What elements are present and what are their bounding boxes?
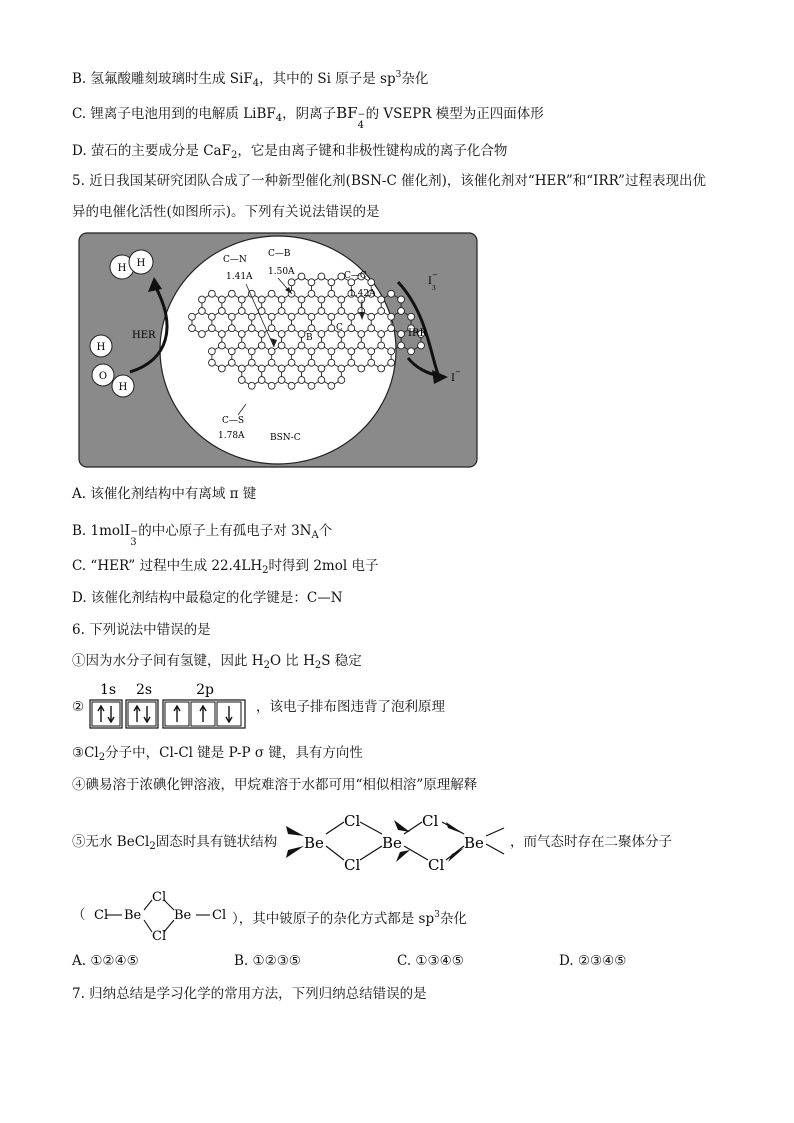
q6-option-a: A. ①②④⑤ xyxy=(72,953,139,969)
lattice-atom-0 xyxy=(298,273,305,280)
i-minus-label: I xyxy=(451,373,455,384)
lattice-atom-64 xyxy=(298,331,305,338)
lattice-atom-93 xyxy=(398,342,405,349)
chain-bond-9 xyxy=(486,844,504,854)
q5-option-a: A. 该催化剂结构中有离域 π 键 xyxy=(72,486,257,502)
lattice-atom-9 xyxy=(318,296,325,303)
dimer-be-2: Be xyxy=(174,908,192,923)
lattice-atom-47 xyxy=(398,296,405,303)
q6-statement-1 xyxy=(72,652,362,675)
cs-bond-length: 1.78A xyxy=(218,431,245,441)
lattice-atom-102 xyxy=(248,359,255,366)
chain-wedge-5 xyxy=(448,848,464,862)
q4-option-d xyxy=(72,142,507,165)
orbital-label-2p: 2p xyxy=(196,682,214,698)
q5-option-d: D. 该催化剂结构中最稳定的化学键是：C—N xyxy=(72,590,343,606)
q6-s1-text-3: S 稳定 xyxy=(321,653,362,669)
q5-b-ion-sub: 3 xyxy=(130,537,137,548)
dimer-bond-2 xyxy=(144,920,152,932)
lattice-atom-101 xyxy=(208,348,215,355)
q6-dimer-open: （ xyxy=(72,907,86,923)
cb-bond-length: 1.50A xyxy=(268,267,295,277)
chain-wedge-0 xyxy=(286,826,304,836)
lattice-atom-39 xyxy=(328,313,335,320)
lattice-atom-76 xyxy=(238,342,245,349)
chain-wedge-2 xyxy=(394,820,410,832)
lattice-atom-40 xyxy=(318,308,325,315)
chain-wedge-1 xyxy=(286,846,304,858)
lattice-atom-72 xyxy=(378,331,385,338)
q6-statement-2-mark: ② xyxy=(72,699,85,715)
q4-c-text-1: C. 锂离子电池用到的电解质 LiBF xyxy=(72,106,276,122)
dimer-cl-right: Cl xyxy=(212,908,227,923)
q4-b-text-3: 杂化 xyxy=(401,71,429,87)
lattice-atom-81 xyxy=(278,342,285,349)
lattice-atom-58 xyxy=(268,325,275,332)
lattice-atom-2 xyxy=(308,290,315,297)
q4-c-text-3: 的 VSEPR 模型为正四面体形 xyxy=(365,106,544,122)
lattice-atom-83 xyxy=(298,342,305,349)
lattice-atom-62 xyxy=(308,313,315,320)
q5-c-sub: 2 xyxy=(262,565,269,576)
q4-b-sub: 4 xyxy=(252,78,260,89)
q6-option-c: C. ①③④⑤ xyxy=(397,953,464,969)
lattice-atom-113 xyxy=(338,365,345,372)
lattice-atom-8 xyxy=(328,290,335,297)
water-label-h2: H xyxy=(118,382,128,393)
lattice-atom-13 xyxy=(338,296,345,303)
q6-dimer-close: ），其中铍原子的杂化方式都是 sp xyxy=(232,911,435,927)
lattice-atom-108 xyxy=(308,359,315,366)
q4-b-text-2: ，其中的 Si 原子是 sp xyxy=(259,71,396,87)
lattice-atom-32 xyxy=(268,290,275,297)
lattice-atom-84 xyxy=(288,348,295,355)
lattice-atom-118 xyxy=(258,377,265,384)
lattice-atom-50 xyxy=(208,325,215,332)
atom-b-label: B xyxy=(306,333,313,343)
lattice-atom-123 xyxy=(298,377,305,384)
lattice-atom-126 xyxy=(308,382,315,389)
lattice-atom-106 xyxy=(288,359,295,366)
q6-statement-4: ④碘易溶于浓碘化钾溶液，甲烷难溶于水都可用“相似相溶”原理解释 xyxy=(72,777,478,793)
lattice-atom-98 xyxy=(228,359,235,366)
q6-statement-2-text: ，该电子排布图违背了泡利原理 xyxy=(256,699,445,715)
lattice-atom-112 xyxy=(348,359,355,366)
chain-bond-3 xyxy=(360,846,382,860)
q5-b-ion: I xyxy=(124,521,131,539)
q6-s1-text-2: O 比 H xyxy=(269,653,315,669)
q6-s3-sub: 2 xyxy=(98,752,106,763)
lattice-atom-66 xyxy=(318,331,325,338)
q5-option-c xyxy=(72,557,378,580)
lattice-atom-31 xyxy=(248,313,255,320)
q5-stem-line-1: 5. 近日我国某研究团队合成了一种新型催化剂(BSN-C 催化剂)，该催化剂对“HER”和“IRR”过程表现出优 xyxy=(72,173,706,189)
q7-stem: 7. 归纳总结是学习化学的常用方法，下列归纳总结错误的是 xyxy=(72,986,427,1002)
q5-option-b xyxy=(72,521,333,548)
h2-label-1: H xyxy=(117,263,127,274)
dimer-bond-1 xyxy=(144,900,152,910)
q4-c-text-2: ，阴离子 xyxy=(282,106,337,122)
lattice-atom-65 xyxy=(328,325,335,332)
q6-dimer-sup: 3 xyxy=(434,910,440,920)
chain-bond-1 xyxy=(326,846,344,860)
lattice-atom-54 xyxy=(228,325,235,332)
lattice-atom-63 xyxy=(308,325,315,332)
lattice-atom-114 xyxy=(368,359,375,366)
lattice-atom-67 xyxy=(348,325,355,332)
lattice-atom-5 xyxy=(288,279,295,286)
lattice-atom-59 xyxy=(258,331,265,338)
q5-b-ion-charge: − xyxy=(130,527,138,537)
lattice-atom-24 xyxy=(228,290,235,297)
lattice-atom-1 xyxy=(308,279,315,286)
q6-s3-text-2: 分子中，Cl-Cl 键是 P-P σ 键，具有方向性 xyxy=(105,745,363,761)
lattice-atom-6 xyxy=(318,273,325,280)
lattice-atom-34 xyxy=(278,308,285,315)
q4-b-sup: 3 xyxy=(395,70,402,80)
cn-bond-length: 1.41A xyxy=(226,272,253,282)
chain-be-2: Be xyxy=(382,834,402,852)
chain-bond-2 xyxy=(360,822,382,834)
lattice-atom-21 xyxy=(208,313,215,320)
lattice-atom-80 xyxy=(248,348,255,355)
lattice-atom-105 xyxy=(258,365,265,372)
lattice-atom-128 xyxy=(328,382,335,389)
lattice-atom-57 xyxy=(238,331,245,338)
q4-option-b xyxy=(72,66,428,93)
lattice-atom-99 xyxy=(218,365,225,372)
q6-stem: 6. 下列说法中错误的是 xyxy=(72,622,211,638)
orbital-label-2s: 2s xyxy=(135,682,153,698)
lattice-atom-60 xyxy=(288,325,295,332)
i3-label: I xyxy=(428,276,432,287)
lattice-atom-42 xyxy=(348,313,355,320)
water-label-o: O xyxy=(98,371,108,382)
chain-cl-3: Cl xyxy=(422,812,439,830)
lattice-atom-61 xyxy=(278,331,285,338)
orbital-label-1s: 1s xyxy=(99,682,117,698)
lattice-atom-33 xyxy=(278,296,285,303)
q4-c-sub: 4 xyxy=(275,113,283,124)
atom-c-label: C xyxy=(336,323,343,333)
lattice-atom-92 xyxy=(368,348,375,355)
lattice-atom-55 xyxy=(218,331,225,338)
lattice-atom-120 xyxy=(238,377,245,384)
lattice-atom-52 xyxy=(189,325,196,332)
lattice-atom-104 xyxy=(268,359,275,366)
i-minus-sup: − xyxy=(455,368,461,376)
lattice-atom-53 xyxy=(189,313,196,320)
orbital-box-1 xyxy=(128,702,156,726)
lattice-atom-26 xyxy=(238,308,245,315)
lattice-atom-75 xyxy=(398,331,405,338)
chain-cl-1: Cl xyxy=(344,812,361,830)
cb-bond-label: C—B xyxy=(268,249,291,259)
lattice-atom-71 xyxy=(388,325,395,332)
lattice-atom-122 xyxy=(268,382,275,389)
q5-b-text-3: 个 xyxy=(318,523,333,539)
lattice-atom-125 xyxy=(318,377,325,384)
dimer-cl-left: Cl xyxy=(94,908,109,923)
chain-be-1: Be xyxy=(304,834,324,852)
q5-c-text-2: 时得到 2mol 电子 xyxy=(268,558,379,574)
catalyst-diagram xyxy=(78,232,478,468)
orbital-box-0 xyxy=(92,702,120,726)
dimer-cl-top: Cl xyxy=(152,890,167,905)
q6-option-d: D. ②③④⑤ xyxy=(559,953,627,969)
q4-c-ion: BF xyxy=(336,104,358,122)
chain-cl-2: Cl xyxy=(344,856,361,874)
q6-statement-3 xyxy=(72,744,363,767)
becl2-dimer-structure xyxy=(94,888,234,944)
q6-s3-text-1: ③Cl xyxy=(72,745,99,761)
lattice-atom-85 xyxy=(318,342,325,349)
lattice-atom-69 xyxy=(368,325,375,332)
q6-statement-5 xyxy=(72,833,277,856)
lattice-atom-70 xyxy=(358,331,365,338)
cn-bond-label: C—N xyxy=(223,255,247,265)
lattice-atom-19 xyxy=(218,296,225,303)
chain-bond-5 xyxy=(404,846,428,860)
lattice-atom-96 xyxy=(418,342,425,349)
lattice-atom-103 xyxy=(238,365,245,372)
orbital-group-0 xyxy=(90,700,122,728)
lattice-atom-117 xyxy=(378,365,385,372)
lattice-atom-36 xyxy=(298,308,305,315)
lattice-atom-88 xyxy=(328,348,335,355)
q6-s5-sub: 2 xyxy=(149,841,156,852)
lattice-atom-15 xyxy=(368,279,375,286)
cc-bond-label: C—C xyxy=(344,271,367,281)
lattice-atom-73 xyxy=(408,313,415,320)
lattice-atom-20 xyxy=(218,308,225,315)
q6-option-b: B. ①②③⑤ xyxy=(234,953,301,969)
q5-c-text-1: C. “HER” 过程中生成 22.4LH xyxy=(72,558,263,574)
i3-sup: − xyxy=(432,271,438,279)
lattice-atom-56 xyxy=(248,325,255,332)
lattice-atom-110 xyxy=(328,359,335,366)
q5-stem-line-2: 异的电催化活性(如图所示)。下列有关说法错误的是 xyxy=(72,204,380,220)
lattice-atom-49 xyxy=(388,313,395,320)
lattice-atom-90 xyxy=(348,348,355,355)
lattice-atom-109 xyxy=(298,365,305,372)
chain-bond-0 xyxy=(326,822,344,834)
chain-wedge-4 xyxy=(446,822,464,834)
lattice-atom-127 xyxy=(338,377,345,384)
lattice-atom-46 xyxy=(388,290,395,297)
lattice-atom-89 xyxy=(358,342,365,349)
dimer-cl-bottom: Cl xyxy=(152,929,167,944)
lattice-atom-29 xyxy=(258,296,265,303)
lattice-atom-48 xyxy=(398,308,405,315)
lattice-atom-100 xyxy=(208,359,215,366)
cs-bond-label: C—S xyxy=(222,416,245,426)
becl2-chain-structure xyxy=(282,806,512,876)
orbital-diagram xyxy=(74,680,264,730)
lattice-atom-111 xyxy=(318,365,325,372)
chain-cl-4: Cl xyxy=(428,856,445,874)
lattice-atom-22 xyxy=(199,308,206,315)
lattice-atom-7 xyxy=(328,279,335,286)
lattice-atom-23 xyxy=(199,296,206,303)
q5-b-sub: A xyxy=(311,530,319,541)
lattice-atom-115 xyxy=(358,365,365,372)
chain-bond-4 xyxy=(404,822,422,834)
q4-d-sub: 2 xyxy=(230,150,238,161)
lattice-atom-27 xyxy=(228,313,235,320)
q5-b-text-1: B. 1mol xyxy=(72,523,125,539)
q6-dimer-end: 杂化 xyxy=(439,911,467,927)
orbital-group-1 xyxy=(126,700,158,728)
q5-b-text-2: 的中心原子上有孤电子对 3N xyxy=(138,523,312,539)
dimer-be-1: Be xyxy=(124,908,142,923)
orbital-group-2 xyxy=(163,700,245,728)
lattice-atom-116 xyxy=(388,359,395,366)
q4-d-text-2: ，它是由离子键和非极性键构成的离子化合物 xyxy=(237,143,508,159)
lattice-atom-77 xyxy=(228,348,235,355)
q4-c-ion-sub: 4 xyxy=(357,120,364,131)
lattice-atom-18 xyxy=(208,290,215,297)
lattice-atom-91 xyxy=(378,342,385,349)
i3-sub: 3 xyxy=(432,285,436,292)
q6-statement-5-tail: ，而气态时存在二聚体分子 xyxy=(510,834,672,850)
q6-s5-text-1: ⑤无水 BeCl xyxy=(72,834,150,850)
q6-s1-sub-2: 2 xyxy=(314,660,322,671)
lattice-atom-25 xyxy=(238,296,245,303)
lattice-atom-37 xyxy=(288,313,295,320)
lattice-atom-119 xyxy=(248,382,255,389)
lattice-atom-38 xyxy=(338,308,345,315)
lattice-atom-78 xyxy=(218,342,225,349)
water-label-h1: H xyxy=(96,342,106,353)
lattice-atom-44 xyxy=(378,308,385,315)
q6-s1-sub-1: 2 xyxy=(263,660,270,671)
q6-s5-text-2: 固态时具有链状结构 xyxy=(155,834,278,850)
lattice-atom-79 xyxy=(258,342,265,349)
lattice-atom-94 xyxy=(388,348,395,355)
lattice-atom-82 xyxy=(268,348,275,355)
chain-be-3: Be xyxy=(464,834,484,852)
lattice-atom-45 xyxy=(368,313,375,320)
q4-d-text-1: D. 萤石的主要成分是 CaF xyxy=(72,143,231,159)
lattice-atom-3 xyxy=(298,296,305,303)
q6-s1-text-1: ①因为水分子间有氢键，因此 H xyxy=(72,653,264,669)
lattice-atom-35 xyxy=(268,313,275,320)
cc-bond-length: 1.42A xyxy=(349,289,376,299)
h2-label-2: H xyxy=(136,258,146,269)
q4-b-text-1: B. 氢氟酸雕刻玻璃时生成 SiF xyxy=(72,71,253,87)
q4-c-ion-charge: − xyxy=(357,110,366,120)
lattice-atom-107 xyxy=(278,365,285,372)
orbital-boxes xyxy=(90,700,245,728)
irr-label: IRR xyxy=(408,328,428,339)
her-label: HER xyxy=(132,330,156,341)
chain-bond-8 xyxy=(486,828,504,836)
q4-option-c xyxy=(72,104,544,131)
lattice-atom-51 xyxy=(199,331,206,338)
lattice-atom-124 xyxy=(288,382,295,389)
q6-dimer-tail xyxy=(232,906,467,928)
lattice-atom-97 xyxy=(408,348,415,355)
lattice-atom-87 xyxy=(338,342,345,349)
bsn-c-label: BSN-C xyxy=(270,433,301,443)
lattice-atom-121 xyxy=(278,377,285,384)
lattice-atom-86 xyxy=(308,348,315,355)
lattice-atom-43 xyxy=(378,296,385,303)
